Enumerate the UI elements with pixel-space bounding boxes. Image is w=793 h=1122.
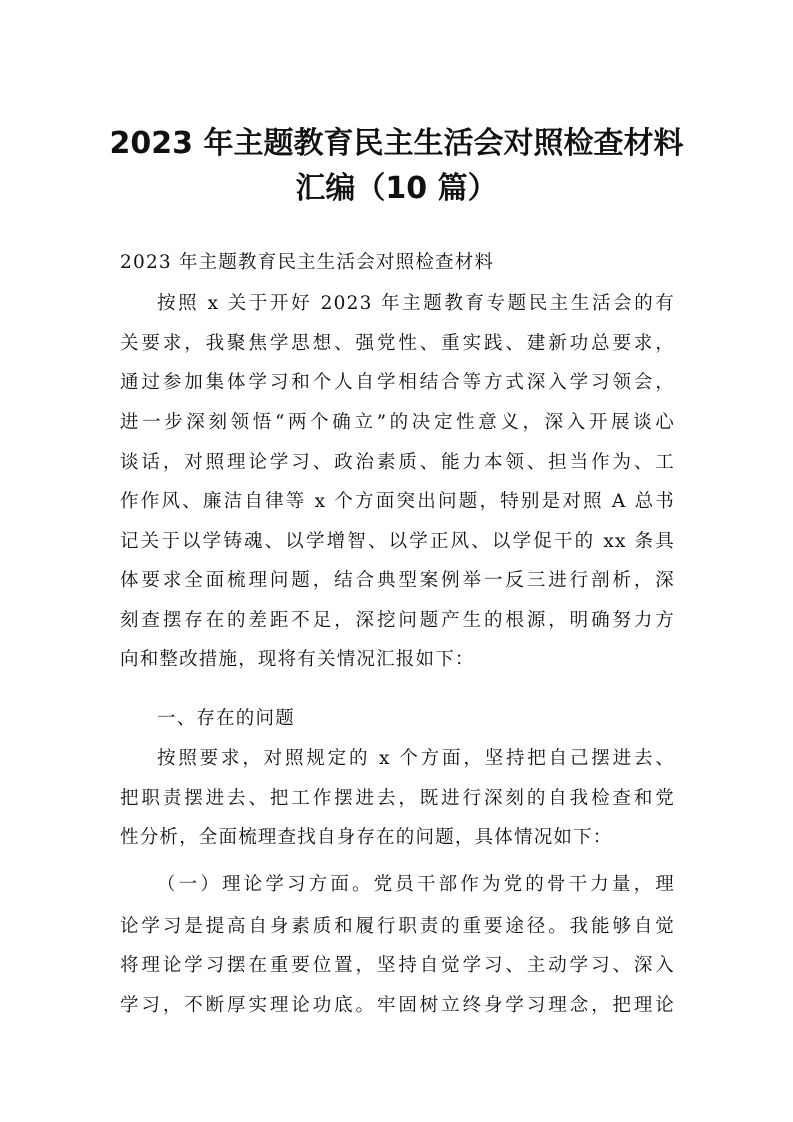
document-title-line-1: 2023 年主题教育民主生活会对照检查材料 (109, 126, 684, 161)
paragraph-1-line: 刻查摆存在的差距不足，深挖问题产生的根源，明确努力方 (120, 610, 675, 631)
paragraph-1-line: 谈话，对照理论学习、政治素质、能力本领、担当作为、工 (120, 452, 675, 473)
paragraph-3-line: 学习，不断厚实理论功底。牢固树立终身学习理念，把理论 (120, 995, 675, 1016)
paragraph-2-line: 性分析，全面梳理查找自身存在的问题，具体情况如下： (120, 827, 613, 848)
paragraph-3-line: 将理论学习摆在重要位置，坚持自觉学习、主动学习、深入 (120, 955, 675, 976)
paragraph-3-line: 论学习是提高自身素质和履行职责的重要途径。我能够自觉 (120, 916, 675, 937)
paragraph-1-line: 作作风、廉洁自律等 x 个方面突出问题，特别是对照 A 总书 (120, 491, 675, 512)
paragraph-1-line: 向和整改措施，现将有关情况汇报如下： (120, 649, 475, 670)
paragraph-3-line: （一）理论学习方面。党员干部作为党的骨干力量，理 (157, 874, 675, 895)
paragraph-1-line: 记关于以学铸魂、以学增智、以学正风、以学促干的 xx 条具 (120, 531, 675, 552)
paragraph-1-line: 通过参加集体学习和个人自学相结合等方式深入学习领会， (120, 372, 675, 393)
section-heading: 一、存在的问题 (157, 708, 295, 729)
paragraph-1-line: 关要求，我聚焦学思想、强党性、重实践、建新功总要求， (120, 333, 675, 354)
paragraph-1-line: 按照 x 关于开好 2023 年主题教育专题民主生活会的有 (157, 293, 675, 314)
paragraph-1-line: 进一步深刻领悟“两个确立”的决定性意义，深入开展谈心 (120, 412, 675, 433)
paragraph-2-line: 按照要求，对照规定的 x 个方面，坚持把自己摆进去、 (157, 748, 675, 769)
document-subtitle: 2023 年主题教育民主生活会对照检查材料 (120, 252, 495, 273)
document-title-line-2: 汇编（10 篇） (295, 171, 498, 206)
paragraph-2-line: 把职责摆进去、把工作摆进去，既进行深刻的自我检查和党 (120, 788, 675, 809)
paragraph-1-line: 体要求全面梳理问题，结合典型案例举一反三进行剖析，深 (120, 570, 675, 591)
